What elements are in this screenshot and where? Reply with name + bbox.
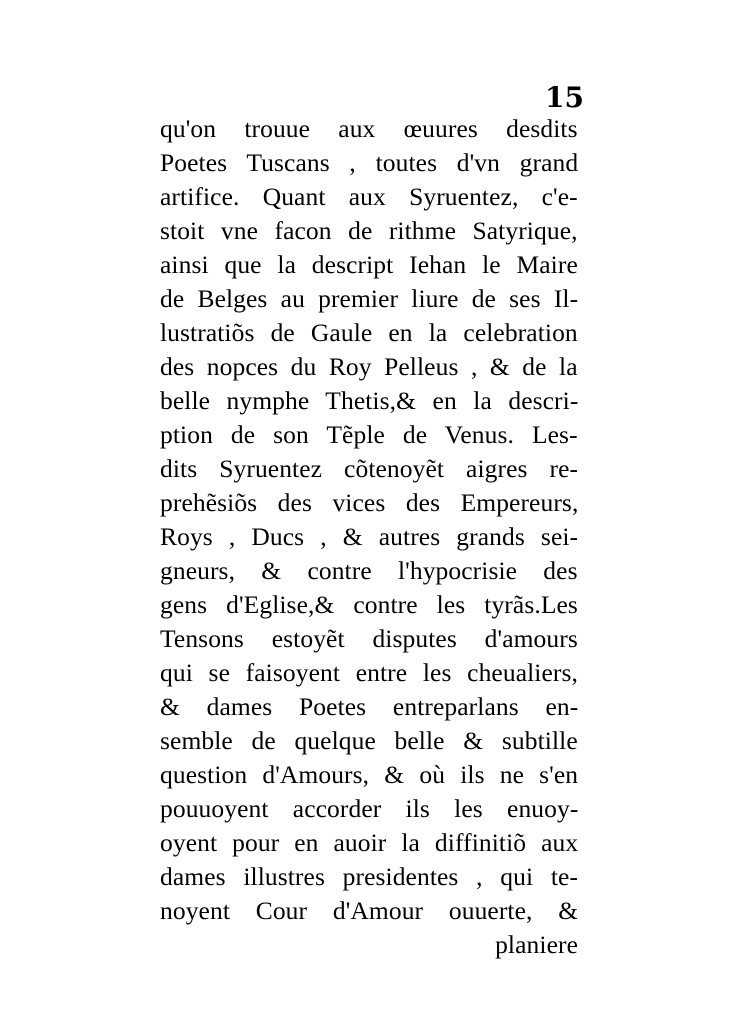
text-line: Roys , Ducs , & autres grands sei-: [160, 522, 579, 551]
text-line: question d'Amours, & où ils ne s'en: [160, 760, 579, 789]
text-line: qui se faisoyent entre les cheualiers,: [160, 658, 578, 687]
text-line: noyent Cour d'Amour ouuerte, &: [160, 896, 579, 925]
text-line: prehẽsiõs des vices des Empereurs,: [160, 488, 579, 517]
text-line: ainsi que la descript Iehan le Maire: [160, 250, 578, 279]
text-line: stoit vne facon de rithme Satyrique,: [160, 216, 578, 245]
text-line: lustratiõs de Gaule en la celebration: [160, 318, 578, 347]
text-line: qu'on trouue aux œuures desdits: [160, 114, 578, 143]
text-line: de Belges au premier liure de ses Il-: [160, 284, 579, 313]
text-line: dames illustres presidentes , qui te-: [160, 862, 579, 891]
text-line: & dames Poetes entreparlans en-: [160, 692, 579, 721]
catchword: planiere: [495, 930, 578, 959]
text-line: oyent pour en auoir la diffinitiõ aux: [160, 828, 579, 857]
text-line: pouuoyent accorder ils les enuoy-: [160, 794, 579, 823]
text-line: gneurs, & contre l'hypocrisie des: [160, 556, 578, 585]
text-line: gens d'Eglise,& contre les tyrãs.Les: [160, 590, 578, 619]
page-number: 15: [545, 81, 584, 114]
text-line: dits Syruentez cõtenoyẽt aigres re-: [160, 454, 579, 483]
text-line: Tensons estoyẽt disputes d'amours: [160, 624, 578, 653]
text-line: artifice. Quant aux Syruentez, c'e-: [160, 182, 578, 211]
body-text: [160, 112, 580, 962]
text-line: belle nymphe Thetis,& en la descri-: [160, 386, 579, 415]
text-line: semble de quelque belle & subtille: [160, 726, 578, 755]
text-line: des nopces du Roy Pelleus , & de la: [160, 352, 578, 381]
text-line: Poetes Tuscans , toutes d'vn grand: [160, 148, 579, 177]
text-line: ption de son Tẽple de Venus. Les-: [160, 420, 578, 449]
